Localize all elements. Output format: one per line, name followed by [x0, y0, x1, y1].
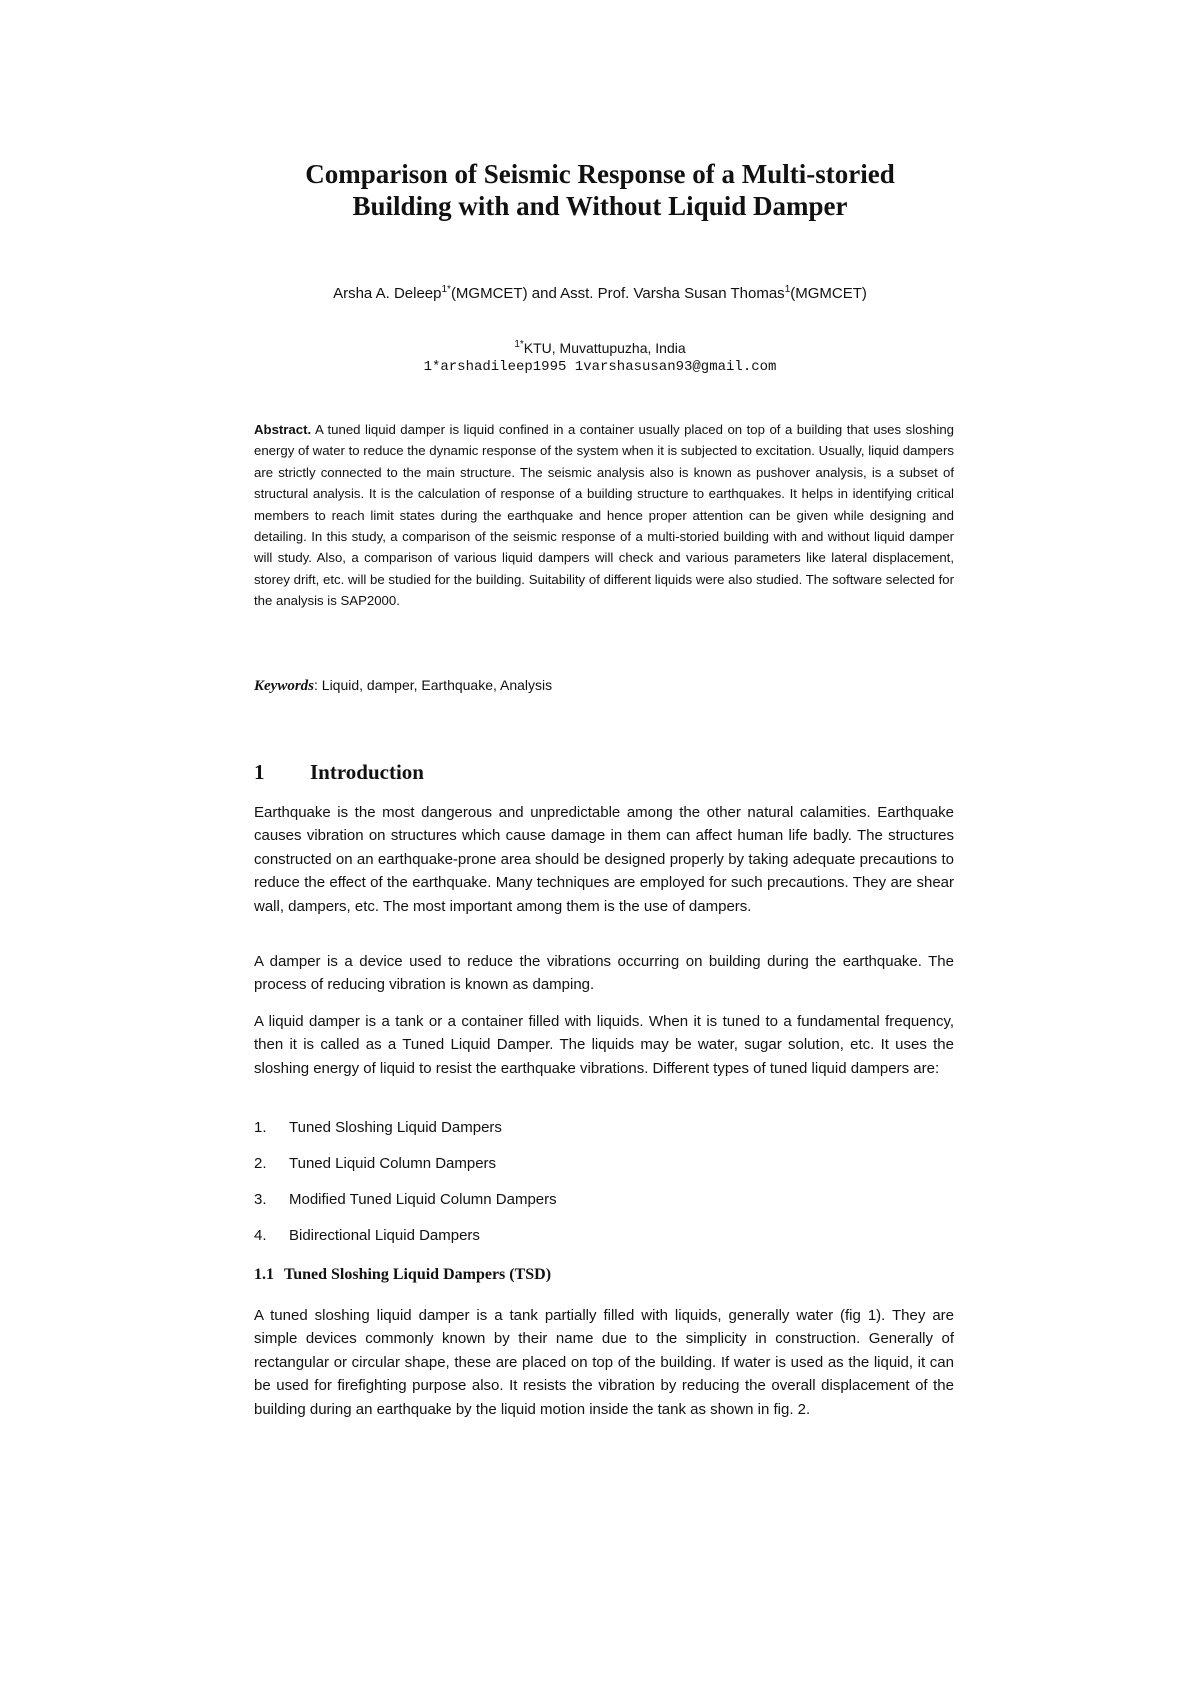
subsection-title: Tuned Sloshing Liquid Dampers (TSD)	[284, 1266, 552, 1283]
section-title: Introduction	[310, 760, 424, 784]
author-conjunction: and Asst. Prof.	[527, 285, 634, 302]
subsection-number: 1.1	[254, 1266, 274, 1283]
keywords-text: : Liquid, damper, Earthquake, Analysis	[314, 677, 553, 693]
author-2-affiliation: (MGMCET)	[790, 285, 867, 302]
abstract-text: A tuned liquid damper is liquid confined in a container usually placed on top of a building that uses sloshing energy of water to reduce the dynamic response of the system when it is subjected to excitation. Usually, liquid dampers are strictly connected to the main structure. The seismic analysis also is known as pushover analysis, is a subset of structural analysis. It is the calculation of response of a building structure to earthquakes. It helps in identifying critical members to reach limit states during the earthquake and hence proper attention can be given while designing and detailing. In this study, a comparison of the seismic response of a multi-storied building with and without liquid damper will study. Also, a comparison of various liquid dampers will check and various parameters like lateral displacement, storey drift, etc. will be studied for the building. Suitability of different liquids were also studied. The software selected for the analysis is SAP2000.	[254, 422, 954, 609]
list-item-number: 1.	[254, 1119, 267, 1136]
title-line-1: Comparison of Seismic Response of a Multi-storied	[305, 159, 895, 189]
author-2-name: Varsha Susan Thomas	[633, 285, 785, 302]
list-item	[254, 1188, 954, 1224]
list-item	[254, 1116, 954, 1152]
list-item-number: 4.	[254, 1227, 267, 1244]
author-1-superscript: 1*	[441, 284, 451, 295]
subsection-heading-tsd	[254, 1264, 551, 1286]
author-2-superscript: 1	[784, 284, 791, 295]
affiliation-line	[200, 338, 1000, 358]
email-line	[200, 357, 1000, 377]
intro-paragraph-3: A liquid damper is a tank or a container filled with liquids. When it is tuned to a fundamental frequency, then it is called as a Tuned Liquid Damper. The liquids may be water, sugar solution, etc. It uses the sloshing energy of liquid to resist the earthquake vibrations. Different types of tuned liquid dampers are:	[254, 1013, 954, 1077]
affiliation-superscript: 1*	[514, 339, 524, 350]
intro-paragraph-1: Earthquake is the most dangerous and unpredictable among the other natural calamities. Earthquake causes vibration on structures which cause damage in them can affect human life badly. The structures constructed on an earthquake-prone area should be designed properly by taking adequate precautions to reduce the effect of the earthquake. Many techniques are employed for such precautions. They are shear wall, dampers, etc. The most important among them is the use of dampers.	[254, 804, 954, 915]
list-item-text: Modified Tuned Liquid Column Dampers	[289, 1191, 557, 1208]
list-item	[254, 1152, 954, 1188]
list-item-text: Bidirectional Liquid Dampers	[289, 1227, 480, 1244]
intro-paragraph-2: A damper is a device used to reduce the vibrations occurring on building during the earthquake. The process of reducing vibration is known as damping.	[254, 953, 954, 994]
damper-types-list	[254, 1116, 954, 1260]
abstract	[254, 419, 954, 612]
section-number: 1	[254, 760, 265, 784]
author-1-name: Arsha A. Deleep	[333, 285, 442, 302]
title-line-2: Building with and Without Liquid Damper	[352, 191, 848, 221]
section-heading-introduction	[254, 759, 424, 785]
paper-title	[200, 158, 1000, 222]
affiliation-text: KTU, Muvattupuzha, India	[523, 340, 686, 356]
list-item	[254, 1224, 954, 1260]
tsd-paragraph: A tuned sloshing liquid damper is a tank partially filled with liquids, generally water (fig 1). They are simple devices commonly known by their name due to the simplicity in construction. Generally of rectangular or circular shape, these are placed on top of the building. If water is used as the liquid, it can be used for firefighting purpose also. It resists the vibration by reducing the overall displacement of the building during an earthquake by the liquid motion inside the tank as shown in fig. 2.	[254, 1307, 954, 1418]
author-1-affiliation: (MGMCET)	[450, 285, 528, 302]
author-line	[200, 284, 1000, 304]
keywords	[254, 675, 954, 696]
email-text: 1*arshadileep1995 1varshasusan93@gmail.com	[423, 359, 777, 375]
keywords-label: Keywords	[254, 678, 314, 694]
list-item-number: 3.	[254, 1191, 267, 1208]
abstract-label: Abstract.	[254, 422, 312, 437]
list-item-number: 2.	[254, 1155, 267, 1172]
list-item-text: Tuned Liquid Column Dampers	[289, 1155, 497, 1172]
list-item-text: Tuned Sloshing Liquid Dampers	[289, 1119, 502, 1136]
